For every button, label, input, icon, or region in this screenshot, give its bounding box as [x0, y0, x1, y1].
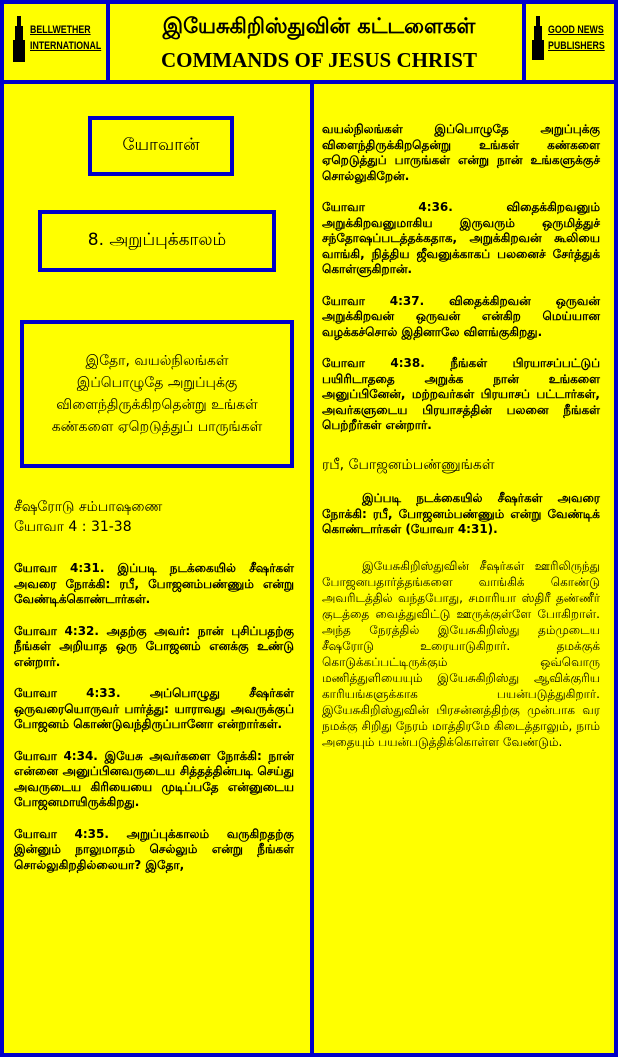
bellwether-logo — [4, 4, 110, 80]
section-reference: யோவா 4 : 31-38 — [14, 518, 132, 535]
bellwether-logo-text — [30, 22, 101, 54]
logo-line: GOOD NEWS — [548, 24, 604, 36]
key-verse: இதோ, வயல்நிலங்கள் இப்பொழுதே அறுப்புக்கு விளைந்திருக்கிறதென்று உங்கள் கண்களை ஏறெடுத்துப் பாருங்கள் — [51, 353, 263, 435]
header — [4, 4, 614, 84]
logo-line: PUBLISHERS — [548, 40, 605, 52]
verse-paragraph: யோவா 4:33. அப்பொழுது சீஷர்கள் ஒருவரையொருவர் பார்த்து: யாராவது அவருக்குப் போஜனம் கொண்டுவந்திருப்பானோ என்றார்கள். — [14, 686, 294, 731]
section-heading: சீஷரோடு சம்பாஷணை — [14, 499, 163, 515]
title-tamil: இயேசுகிறிஸ்துவின் கட்டளைகள் — [162, 14, 476, 38]
good-news-logo — [522, 4, 614, 80]
good-news-logo-text — [548, 22, 605, 54]
book-title-box — [88, 116, 234, 176]
verse-paragraph: யோவா 4:37. விதைக்கிறவன் ஒருவன் அறுக்கிறவன் ஒருவன் என்கிற மெய்யான வழக்கச்சொல் இதினாலே விளங்குகிறது. — [322, 293, 600, 339]
verse-paragraph: யோவா 4:35. அறுப்புக்காலம் வருகிறதற்கு இன்னும் நாலுமாதம் செல்லும் என்று நீங்கள் சொல்லுகிறதில்லையா? இதோ, — [14, 826, 294, 872]
logo-line: INTERNATIONAL — [30, 40, 102, 52]
left-column — [14, 500, 294, 889]
commentary-paragraph: இயேசுகிறிஸ்துவின் சீஷர்கள் ஊரிலிருந்து போஜனபதார்த்தங்களை வாங்கிக் கொண்டு அவரிடத்தில் வந்தபோது, சமாரியா ஸ்திரீ தண்ணீர் குடத்தை வைத்துவிட்டு ஊருக்குள்ளே போகிறாள். அந்த நேரத்தில் இயேசுகிறிஸ்து தம்முடைய சீஷரோடு உரையாடுகிறார். தமக்குக் கொடுக்கப்பட்டிருக்கும் ஒவ்வொரு மணித்துளியையும் இயேசுகிறிஸ்து ஆவிக்குரிய காரியங்களுக்காக பயன்படுத்துகிறார். இயேசுகிறிஸ்துவின் பிரசன்னத்திற்கு முன்பாக வர நமக்கு சிறிது நேரம் மாத்திரமே கிடைத்தாலும், நாம் அதையும் பயன்படுத்திக்கொள்ள வேண்டும். — [322, 558, 600, 749]
verse-paragraph: யோவா 4:32. அதற்கு அவர்: நான் புசிப்பதற்கு நீங்கள் அறியாத ஒரு போஜனம் எனக்கு உண்டு என்றார். — [14, 623, 294, 669]
tower-icon — [12, 16, 26, 62]
column-divider — [310, 84, 314, 1053]
subheading: ரபீ, போஜனம்பண்ணுங்கள் — [322, 456, 495, 473]
verse-paragraph: யோவா 4:34. இயேசு அவர்களை நோக்கி: நான் என்னை அனுப்பினவருடைய சித்தத்தின்படி செய்து அவருடைய கிரியையை முடிப்பதே என்னுடைய போஜனமாயிருக்கிறது. — [14, 748, 294, 809]
verse-paragraph: வயல்நிலங்கள் இப்பொழுதே அறுப்புக்கு விளைந்திருக்கிறதென்று உங்கள் கண்களை ஏறெடுத்துப் பாருங்கள் என்று நான் உங்களுக்குச் சொல்லுகிறேன். — [322, 122, 600, 183]
commentary-paragraph: இப்படி நடக்கையில் சீஷர்கள் அவரை நோக்கி: ரபீ, போஜனம்பண்ணும் என்று வேண்டிக் கொண்டார்கள் (யோவா 4:31). — [322, 491, 600, 536]
chapter-title: 8. அறுப்புக்காலம் — [87, 230, 227, 250]
key-verse-box — [20, 320, 294, 468]
title-english: COMMANDS OF JESUS CHRIST — [160, 48, 477, 72]
right-column — [322, 122, 600, 766]
chapter-title-box — [38, 210, 276, 272]
verse-paragraph: யோவா 4:36. விதைக்கிறவனும் அறுக்கிறவனுமாகிய இருவரும் ஒருமித்துச் சந்தோஷப்படத்தக்கதாக, அறுக்கிறவன் கூலியை வாங்கி, நித்திய ஜீவனுக்காகப் பலனைச் சேர்த்துக் கொள்ளுகிறான். — [322, 200, 600, 276]
verse-paragraph: யோவா 4:38. நீங்கள் பிரயாசப்பட்டுப் பயிரிடாததை அறுக்க நான் உங்களை அனுப்பினேன், மற்றவர்கள் பிரயாசப் பட்டார்கள், அவர்களுடைய பிரயாசத்தின் பலனை நீங்கள் பெற்றீர்கள் என்றார். — [322, 356, 600, 432]
book-title: யோவான் — [122, 135, 200, 155]
tower-icon — [532, 16, 544, 60]
logo-line: BELLWETHER — [30, 24, 91, 36]
verse-paragraph: யோவா 4:31. இப்படி நடக்கையில் சீஷர்கள் அவரை நோக்கி: ரபீ, போஜனம்பண்ணும் என்று வேண்டிக்கொண்டார்கள். — [14, 561, 294, 606]
